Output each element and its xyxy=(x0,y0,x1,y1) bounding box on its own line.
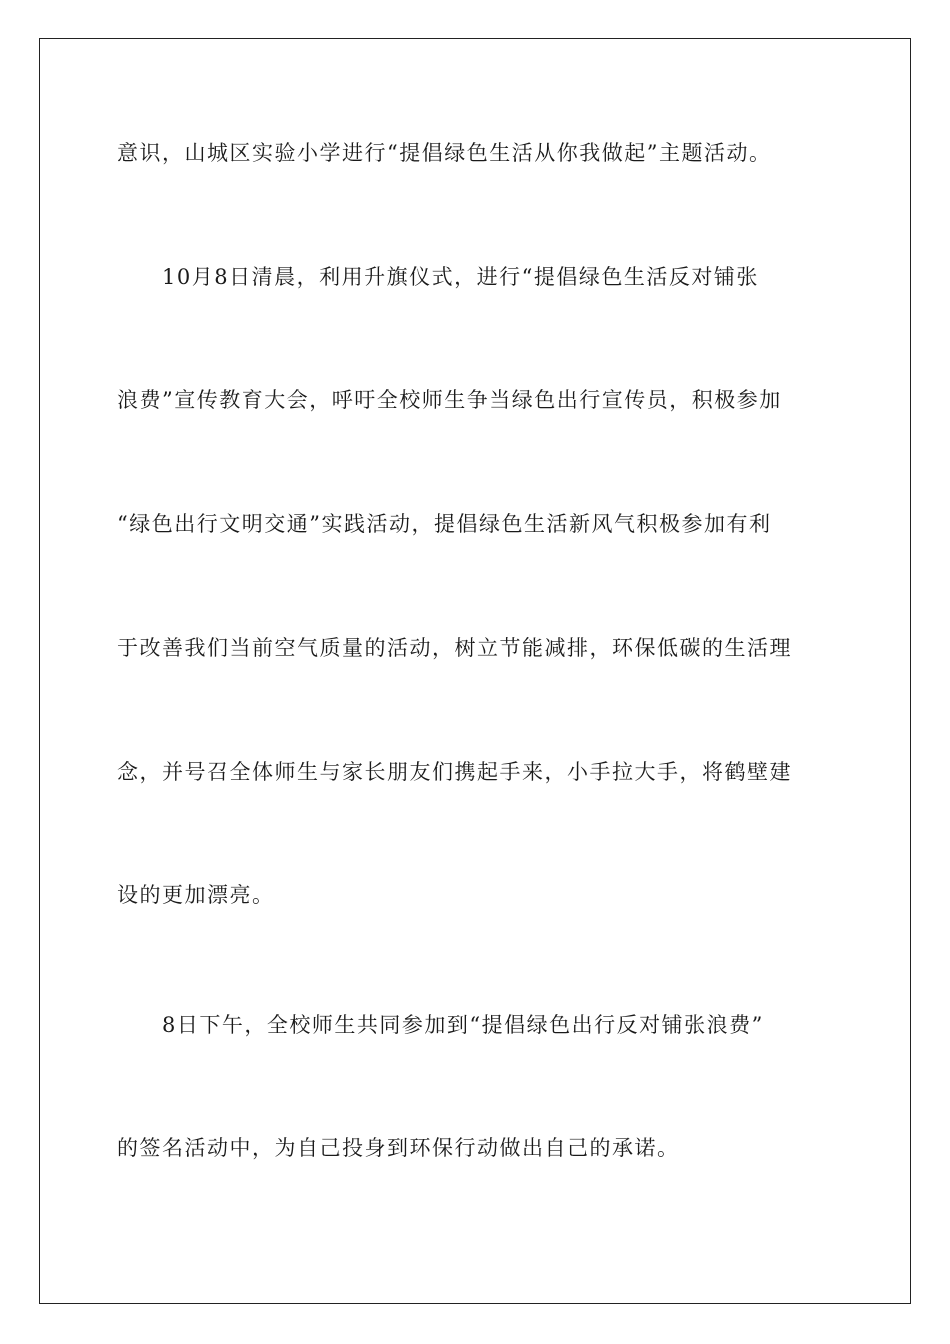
paragraph-line: 10月8日清晨，利用升旗仪式，进行“提倡绿色生活反对铺张 xyxy=(162,265,759,289)
paragraph-line: 的签名活动中，为自己投身到环保行动做出自己的承诺。 xyxy=(117,1136,680,1160)
paragraph-line: 设的更加漂亮。 xyxy=(117,883,275,907)
page-border xyxy=(39,38,911,1304)
paragraph-line: 8日下午，全校师生共同参加到“提倡绿色出行反对铺张浪费” xyxy=(162,1013,764,1037)
paragraph-line: “绿色出行文明交通”实践活动，提倡绿色生活新风气积极参加有利 xyxy=(117,512,772,536)
paragraph-line: 浪费”宣传教育大会，呼吁全校师生争当绿色出行宣传员，积极参加 xyxy=(117,388,782,412)
paragraph-line: 念，并号召全体师生与家长朋友们携起手来，小手拉大手，将鹤壁建 xyxy=(117,760,792,784)
paragraph-line: 意识，山城区实验小学进行“提倡绿色生活从你我做起”主题活动。 xyxy=(117,141,772,165)
paragraph-line: 于改善我们当前空气质量的活动，树立节能减排，环保低碳的生活理 xyxy=(117,636,792,660)
